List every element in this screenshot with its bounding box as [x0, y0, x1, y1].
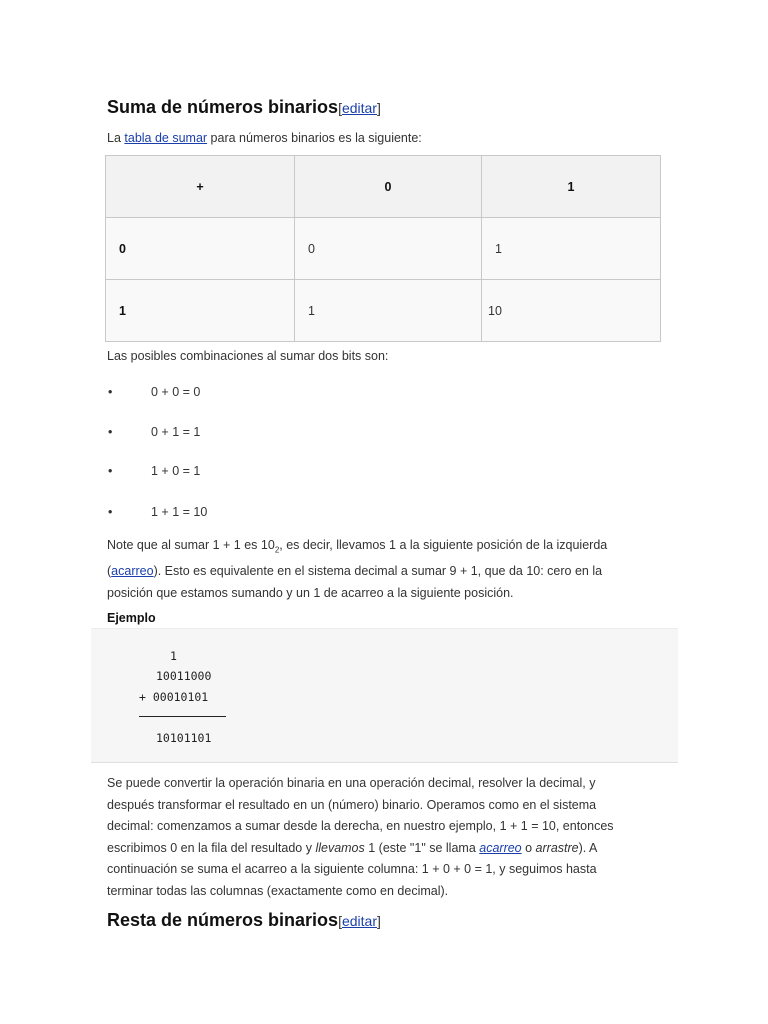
table-header-cell: 1: [482, 156, 661, 218]
edit-bracket-open: [: [338, 913, 342, 929]
explanation-line: después transformar el resultado en un (número) binario. Operamos como en el sistema: [107, 797, 597, 812]
section-heading-resta: [107, 910, 381, 931]
carry-digit: 1: [170, 649, 177, 663]
edit-bracket-open: [: [338, 100, 342, 116]
explanation-line: continuación se suma el acarreo a la siguiente columna: 1 + 0 + 0 = 1, y seguimos hasta: [107, 862, 597, 876]
combinations-intro: Las posibles combinaciones al sumar dos bits son:: [107, 349, 389, 363]
note-line: [107, 535, 667, 561]
table-header-cell: +: [106, 156, 295, 218]
table-header-row: [106, 156, 661, 218]
table-row-header: 0: [106, 218, 295, 280]
explanation-line: Se puede convertir la operación binaria en una operación decimal, resolver la decimal, y: [107, 776, 596, 790]
acarreo-link[interactable]: acarreo: [479, 840, 522, 855]
intro-text-post: para números binarios es la siguiente:: [207, 131, 422, 145]
note-text: (: [107, 564, 112, 578]
intro-paragraph: [107, 128, 422, 150]
section-title: Resta de números binarios: [107, 910, 339, 930]
explanation-line: terminar todas las columnas (exactamente como en decimal).: [107, 883, 449, 898]
note-line: posición que estamos sumando y un 1 de acarreo a la siguiente posición.: [107, 585, 514, 600]
section-title: Suma de números binarios: [107, 97, 339, 117]
sum-rule-line: [139, 716, 226, 717]
example-label: Ejemplo: [107, 611, 156, 625]
operand-two: + 00010101: [139, 690, 209, 704]
list-item: [0, 385, 768, 405]
edit-bracket-close: ]: [376, 100, 381, 116]
table-cell: 1: [295, 280, 482, 342]
explanation-text: ). A: [578, 840, 598, 855]
bullet-icon: •: [108, 464, 113, 478]
binary-sum-table: [105, 155, 661, 342]
intro-text-pre: La: [107, 131, 125, 145]
table-cell: 1: [482, 218, 661, 280]
operand-one: 10011000: [156, 669, 212, 683]
section-heading-suma: [107, 97, 381, 118]
explanation-emphasis: llevamos: [315, 840, 365, 855]
bullet-icon: •: [108, 505, 113, 519]
sum-result: 10101101: [156, 731, 212, 745]
list-item: [0, 505, 768, 525]
explanation-text: 1 (este "1" se llama: [364, 840, 480, 855]
tabla-de-sumar-link[interactable]: tabla de sumar: [124, 131, 208, 145]
list-item: [0, 464, 768, 484]
bullet-icon: •: [108, 425, 113, 439]
note-text: , es decir, llevamos 1 a la siguiente posición de la izquierda: [279, 538, 608, 552]
explanation-line: [107, 838, 667, 860]
explanation-line: decimal: comenzamos a sumar desde la derecha, en nuestro ejemplo, 1 + 1 = 10, entonces: [107, 819, 614, 833]
explanation-text: o: [521, 840, 536, 855]
list-item-text: 0 + 1 = 1: [151, 425, 201, 439]
explanation-emphasis: arrastre: [535, 840, 579, 855]
table-row: [106, 280, 661, 342]
edit-bracket-close: ]: [377, 913, 381, 929]
list-item: [0, 425, 768, 445]
note-text: ). Esto es equivalente en el sistema decimal a sumar 9 + 1, que da 10: cero en la: [153, 564, 603, 578]
table-cell: 10: [482, 280, 661, 342]
explanation-text: escribimos 0 en la fila del resultado y: [107, 840, 316, 855]
edit-link[interactable]: editar: [341, 913, 377, 929]
acarreo-link[interactable]: acarreo: [111, 564, 154, 578]
table-row: [106, 218, 661, 280]
list-item-text: 0 + 0 = 0: [151, 385, 201, 399]
note-text: Note que al sumar 1 + 1 es 10: [107, 538, 275, 552]
edit-link[interactable]: editar: [341, 100, 377, 116]
list-item-text: 1 + 1 = 10: [151, 505, 208, 519]
list-item-text: 1 + 0 = 1: [151, 464, 201, 478]
explanation-paragraph: [107, 773, 667, 902]
note-paragraph: [107, 535, 667, 604]
table-cell: 0: [295, 218, 482, 280]
table-row-header: 1: [106, 280, 295, 342]
bullet-icon: •: [108, 385, 113, 399]
table-header-cell: 0: [295, 156, 482, 218]
note-line: [107, 561, 667, 583]
subscript-base: 2: [274, 545, 280, 555]
